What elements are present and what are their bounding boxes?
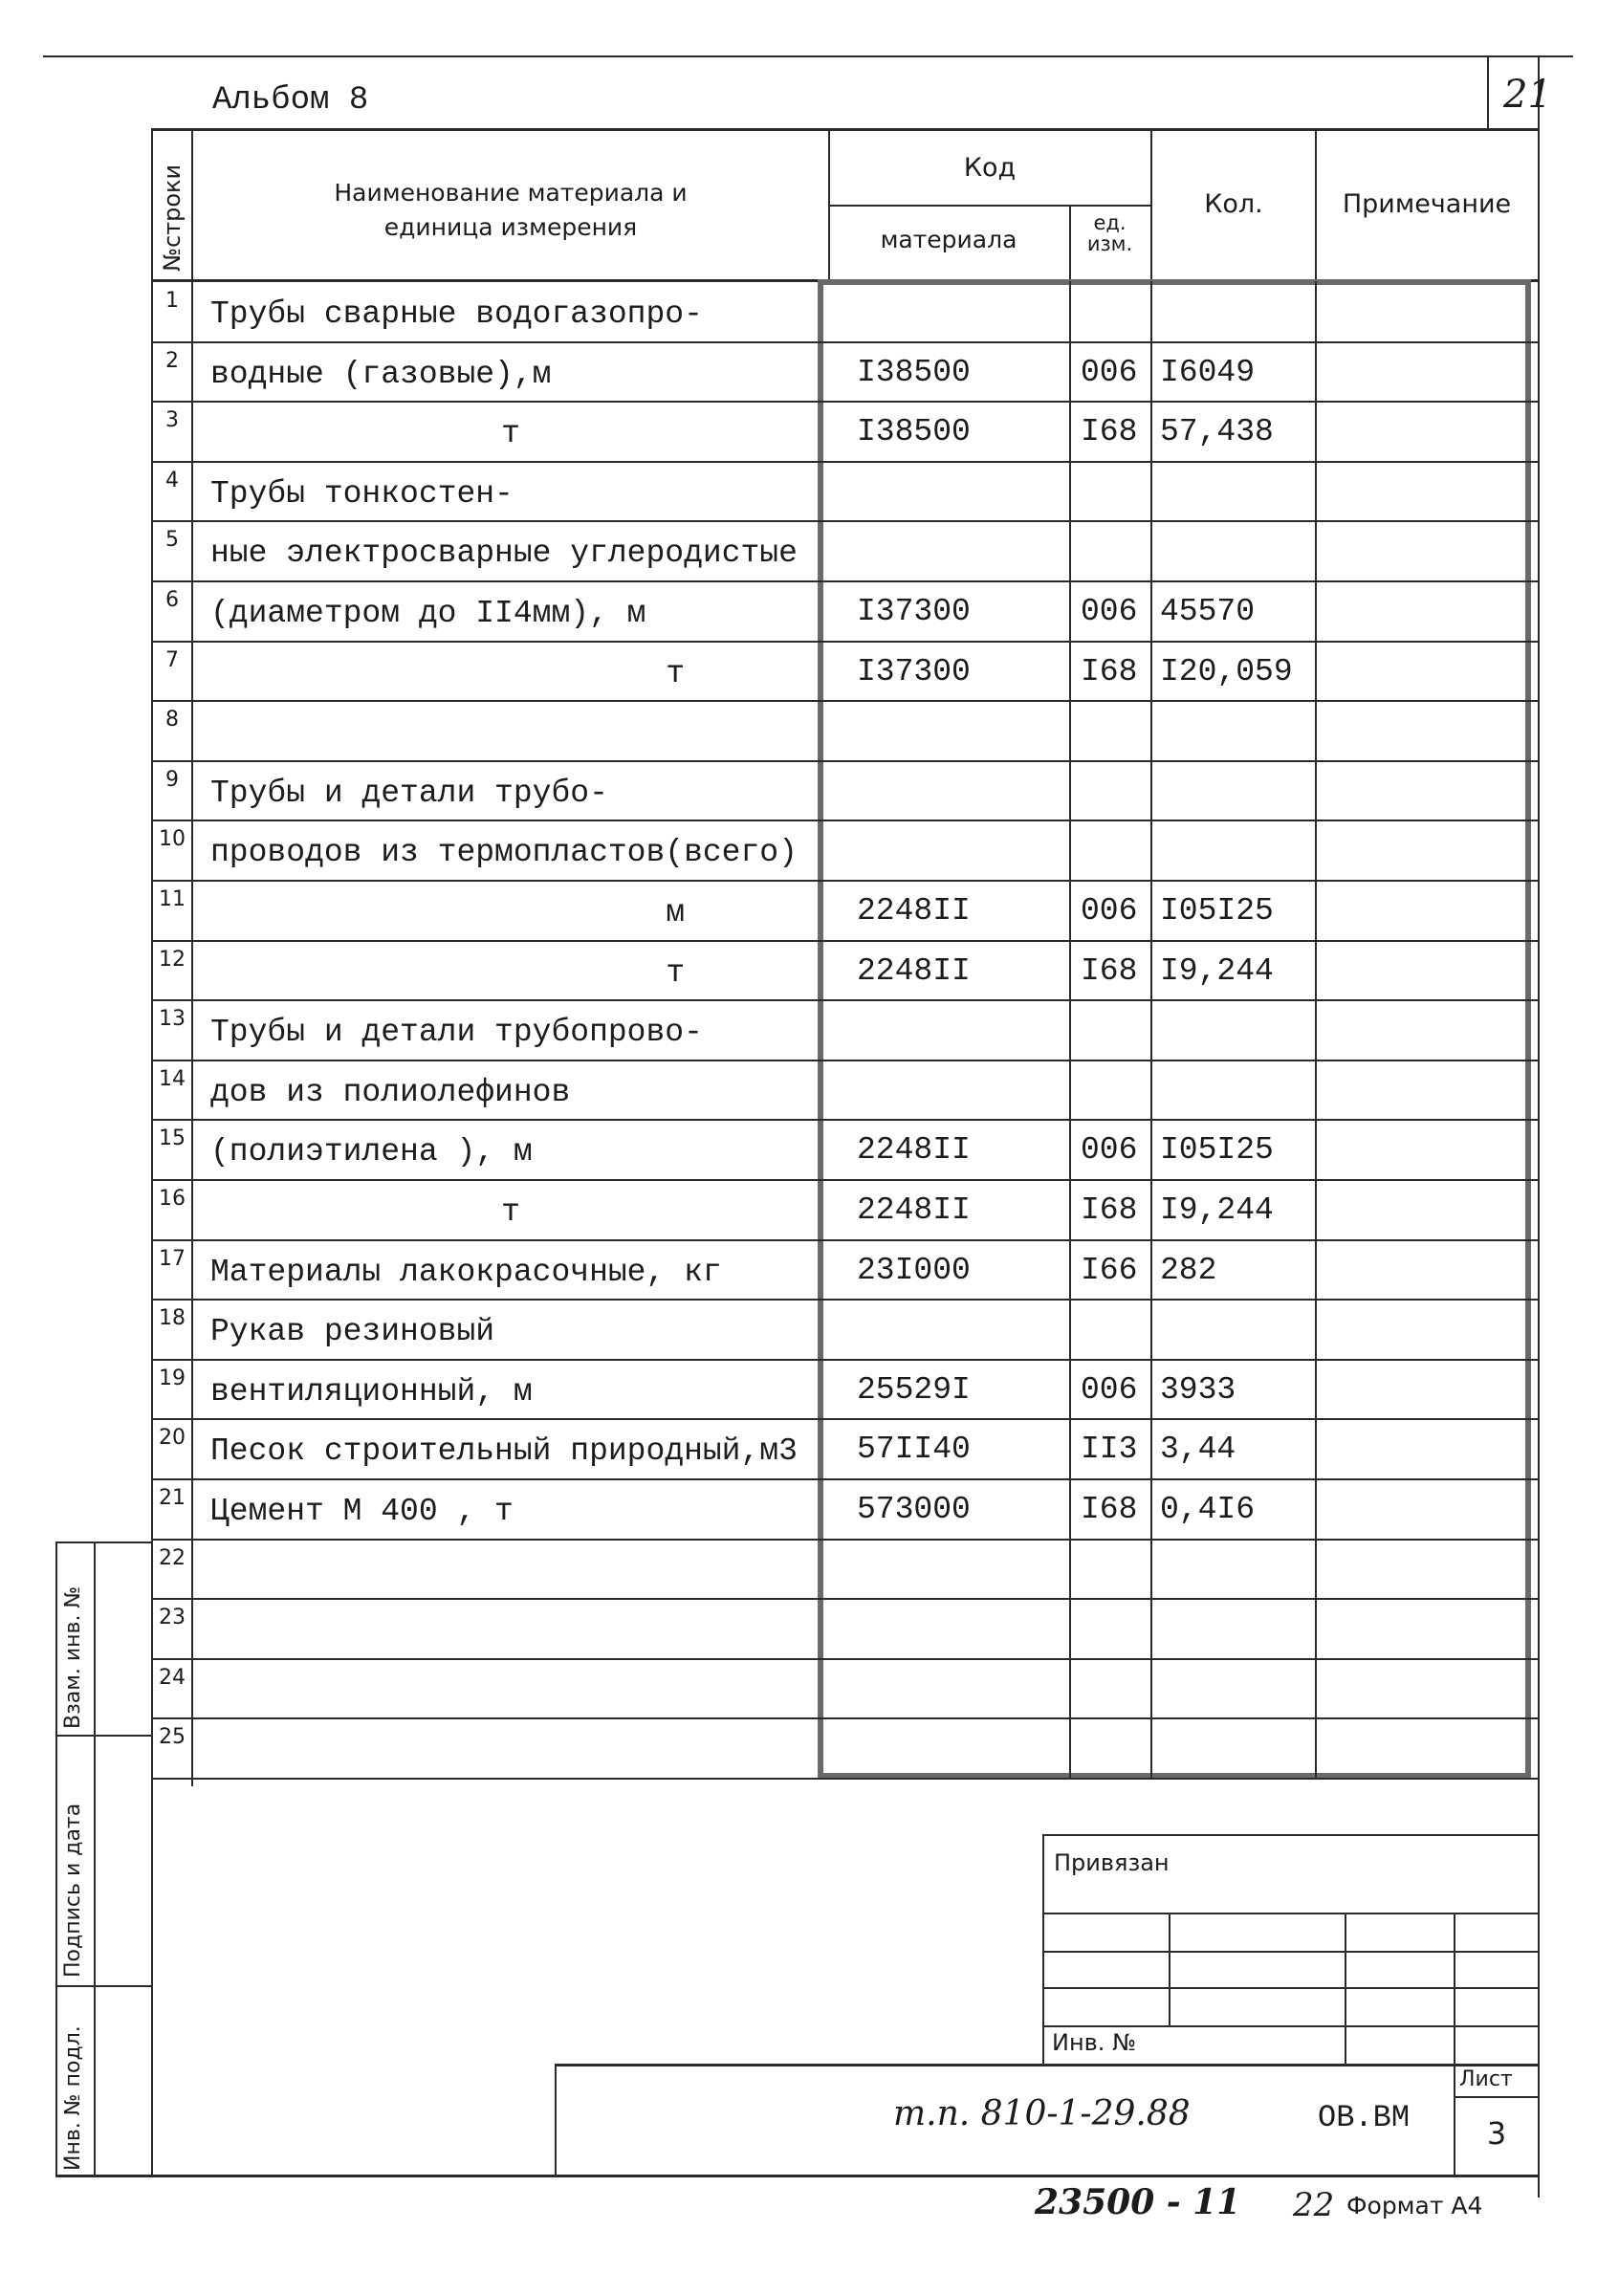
side-stamp-top-line (55, 1542, 151, 1543)
row-number: 8 (165, 708, 179, 732)
row-number: 7 (165, 648, 179, 672)
name-column-header: Наименование материала и единица измерения (334, 179, 688, 241)
title-block-row3 (1042, 1987, 1538, 1989)
top-border-line (43, 55, 1573, 57)
row-divider (151, 1717, 1538, 1719)
row-divider (151, 760, 1538, 762)
row-number: 19 (159, 1367, 186, 1390)
title-block-left-line (1042, 1834, 1044, 2064)
right-border-line (1538, 55, 1540, 2198)
row-divider (151, 820, 1538, 821)
title-block-row1 (1042, 1913, 1538, 1914)
material-code: 57II40 (857, 1432, 971, 1467)
code-subheader-line (828, 205, 1151, 207)
code-column-header: Код (963, 153, 1017, 183)
row-number: 16 (159, 1187, 186, 1211)
row-divider (151, 880, 1538, 882)
qty-column-line (1150, 281, 1152, 1779)
material-code: 23I000 (857, 1253, 971, 1288)
row-number: 21 (159, 1486, 186, 1510)
row-number: 3 (165, 408, 179, 432)
row-divider (151, 999, 1538, 1001)
row-divider (151, 520, 1538, 522)
title-block-row4 (1042, 2025, 1538, 2027)
title-block-col1 (1169, 1913, 1170, 2025)
material-code: 2248II (857, 1132, 971, 1168)
unit-column-line (1069, 281, 1071, 1779)
row-divider (151, 1239, 1538, 1241)
unit-code: 006 (1081, 355, 1138, 390)
document-code: т.п. 810-1-29.88 (893, 2094, 1191, 2133)
row-divider (151, 341, 1538, 343)
material-name: Рукав резиновый (210, 1314, 495, 1349)
material-name: (полиэтилена ), м (210, 1134, 533, 1170)
title-block-top-line (1042, 1834, 1538, 1836)
inv-no-label: Инв. № (1052, 2029, 1137, 2056)
material-code: 2248II (857, 893, 971, 929)
unit-code: 006 (1081, 1132, 1138, 1168)
material-name: вентиляционный, м (210, 1374, 533, 1410)
title-block-row2 (1042, 1951, 1538, 1953)
row-number: 18 (159, 1306, 186, 1330)
material-name: м (666, 895, 685, 930)
quantity: I20,059 (1160, 654, 1293, 689)
material-name: Трубы тонкостен- (210, 476, 514, 512)
table-left-line (151, 128, 153, 2176)
row-divider (151, 1299, 1538, 1301)
unit-code: I68 (1081, 953, 1138, 989)
row-number: 25 (159, 1725, 186, 1749)
material-code: 2248II (857, 953, 971, 989)
material-name: т (501, 416, 520, 451)
side-stamp-sep1 (55, 1735, 151, 1737)
page-number: 21 (1503, 73, 1552, 117)
unit-code: I68 (1081, 414, 1138, 449)
material-name: т (501, 1194, 520, 1230)
unit-code: II3 (1081, 1432, 1138, 1467)
material-name: ные электросварные углеродистые (210, 536, 798, 571)
row-number: 9 (165, 768, 179, 792)
material-name: Материалы лакокрасочные, кг (210, 1255, 722, 1290)
material-code: 2248II (857, 1192, 971, 1228)
row-number: 14 (159, 1067, 186, 1091)
side-stamp-left-line (55, 1542, 57, 2175)
material-name: Трубы сварные водогазопро- (210, 296, 703, 332)
row-number: 20 (159, 1426, 186, 1450)
material-name: т (666, 955, 685, 991)
name-column-line-header (828, 128, 830, 279)
table-top-line (151, 128, 1538, 131)
side-stamp-sep2 (55, 1985, 151, 1987)
row-number: 17 (159, 1247, 186, 1271)
unit-code: I68 (1081, 654, 1138, 689)
row-divider (151, 940, 1538, 942)
row-number: 24 (159, 1666, 186, 1690)
quantity: 3,44 (1160, 1432, 1236, 1467)
quantity: I6049 (1160, 355, 1256, 390)
quantity: 0,4I6 (1160, 1492, 1256, 1527)
row-divider (151, 1658, 1538, 1660)
note-column-line (1315, 281, 1317, 1779)
row-divider (151, 1598, 1538, 1600)
row-number: 2 (165, 349, 179, 373)
qty-column-header: Кол. (1204, 189, 1263, 219)
title-block-col2 (1345, 1913, 1346, 2064)
footer-small-number: 22 (1293, 2186, 1335, 2224)
quantity: 57,438 (1160, 414, 1274, 449)
material-code: 573000 (857, 1492, 971, 1527)
row-number: 13 (159, 1007, 186, 1031)
row-divider (151, 1778, 1538, 1780)
vzam-inv-label: Взам. инв. № (61, 1585, 85, 1729)
title-main-left-line (555, 2064, 557, 2176)
privyazan-label: Привязан (1054, 1849, 1170, 1876)
row-divider (151, 580, 1538, 582)
row-divider (151, 700, 1538, 702)
row-divider (151, 461, 1538, 463)
row-number: 12 (159, 948, 186, 972)
material-name: Цемент М 400 , т (210, 1494, 514, 1529)
title-main-top-line (555, 2064, 1540, 2066)
page-number-box-divider (1487, 55, 1489, 130)
material-name: дов из полиолефинов (210, 1075, 571, 1110)
material-name: Трубы и детали трубо- (210, 776, 608, 811)
row-number: 6 (165, 588, 179, 612)
inv-podl-label: Инв. № подл. (61, 2025, 85, 2171)
side-stamp-right-line (94, 1542, 96, 2175)
material-code: I37300 (857, 594, 971, 629)
material-name: водные (газовые),м (210, 357, 552, 392)
material-code: 25529I (857, 1372, 971, 1408)
row-number-header: №строки (159, 164, 186, 272)
quantity: 3933 (1160, 1372, 1236, 1408)
row-number: 1 (165, 289, 179, 313)
unit-code: 006 (1081, 893, 1138, 929)
album-label: Альбом 8 (212, 82, 369, 119)
row-number: 5 (165, 528, 179, 552)
unit-code: 006 (1081, 1372, 1138, 1408)
material-name: Песок строительный природный,м3 (210, 1433, 798, 1469)
row-divider (151, 401, 1538, 403)
list-label: Лист (1459, 2067, 1513, 2091)
row-divider (151, 1179, 1538, 1181)
quantity: I05I25 (1160, 1132, 1274, 1168)
unit-code: I68 (1081, 1192, 1138, 1228)
quantity: 45570 (1160, 594, 1256, 629)
row-number: 10 (159, 827, 186, 851)
unit-code-header: ед. изм. (1086, 211, 1133, 255)
quantity: 282 (1160, 1253, 1217, 1288)
format-label: Формат А4 (1346, 2192, 1483, 2219)
material-code: I38500 (857, 355, 971, 390)
material-name: проводов из термопластов(всего) (210, 835, 798, 870)
row-number: 4 (165, 469, 179, 492)
footer-number: 23500 - 11 (1035, 2182, 1241, 2222)
list-label-line (1454, 2096, 1540, 2098)
row-divider (151, 1539, 1538, 1541)
material-name: (диаметром до II4мм), м (210, 596, 646, 631)
bottom-border-line (55, 2175, 1540, 2177)
unit-code: 006 (1081, 594, 1138, 629)
list-number: 3 (1486, 2115, 1507, 2152)
document-mark: ОВ.ВМ (1318, 2100, 1411, 2135)
data-area-frame (818, 279, 1531, 1779)
material-name: Трубы и детали трубопрово- (210, 1015, 703, 1050)
quantity: I9,244 (1160, 1192, 1274, 1228)
row-divider (151, 641, 1538, 643)
row-number: 11 (159, 887, 186, 911)
row-divider (151, 1418, 1538, 1420)
row-number: 23 (159, 1606, 186, 1629)
quantity: I9,244 (1160, 953, 1274, 989)
row-number: 15 (159, 1126, 186, 1150)
row-number: 22 (159, 1546, 186, 1570)
unit-code: I66 (1081, 1253, 1138, 1288)
row-divider (151, 1359, 1538, 1361)
material-code: I38500 (857, 414, 971, 449)
quantity: I05I25 (1160, 893, 1274, 929)
material-code: I37300 (857, 654, 971, 689)
material-name: т (666, 656, 685, 691)
material-code-header: материала (880, 226, 1017, 253)
note-column-header: Примечание (1342, 189, 1512, 219)
podpis-data-label: Подпись и дата (61, 1803, 85, 1978)
row-divider (151, 1478, 1538, 1480)
row-divider (151, 1119, 1538, 1121)
row-divider (151, 1060, 1538, 1061)
unit-code: I68 (1081, 1492, 1138, 1527)
